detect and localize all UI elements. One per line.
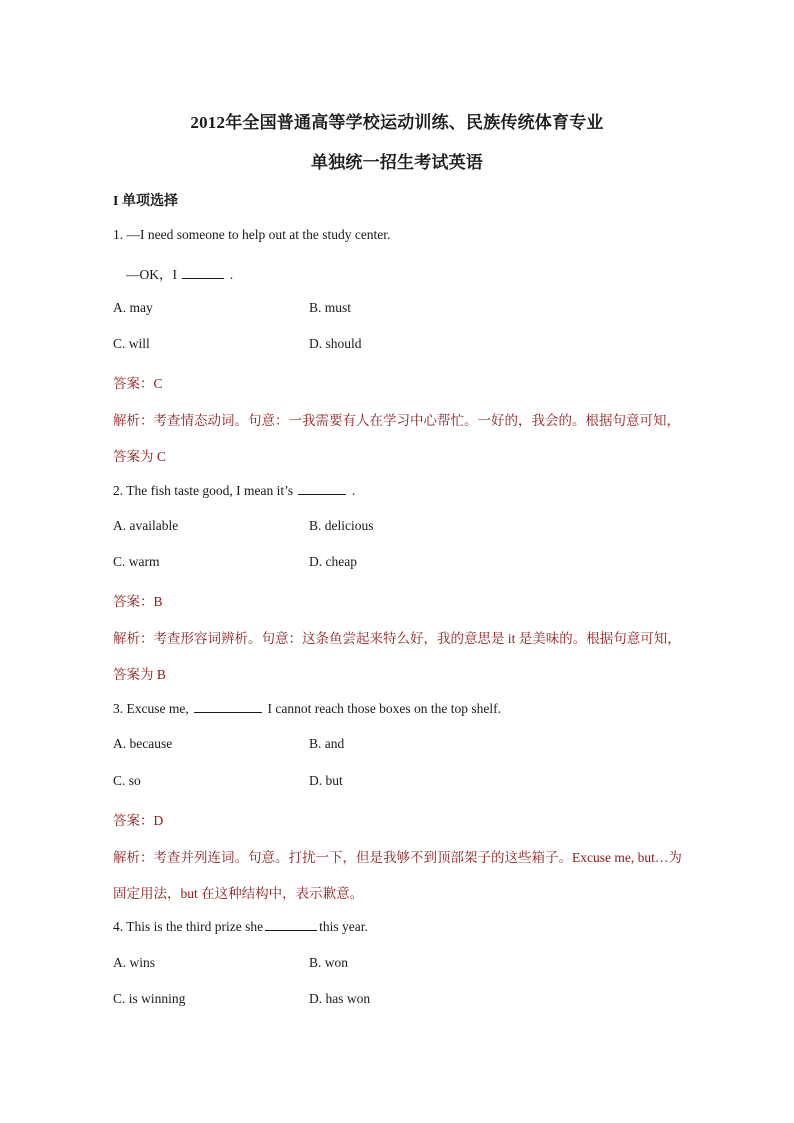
q4-blank xyxy=(265,918,317,931)
q3-analysis-line1: 解析：考查并列连词。句意。打扰一下，但是我够不到顶部架子的这些箱子。Excuse me, but…为 xyxy=(113,850,682,865)
q3-blank xyxy=(194,700,262,713)
q4-option-a: A. wins xyxy=(113,955,156,970)
q2-analysis-line2: 答案为 B xyxy=(113,667,166,682)
q3-stem xyxy=(113,700,501,717)
q2-option-b: B. delicious xyxy=(309,518,374,533)
q2-stem-prefix: 2. The fish taste good, I mean it’s xyxy=(113,483,294,498)
q1-analysis-line2: 答案为 C xyxy=(113,449,166,464)
q3-option-a: A. because xyxy=(113,736,173,751)
q1-option-b: B. must xyxy=(309,300,352,315)
q1-blank xyxy=(182,266,224,279)
q4-option-b: B. won xyxy=(309,955,349,970)
q1-stem-a: 1. —I need someone to help out at the study center. xyxy=(113,227,391,242)
q1-option-d: D. should xyxy=(309,336,362,351)
q3-answer: 答案：D xyxy=(113,813,164,828)
q3-option-b: B. and xyxy=(309,736,345,751)
q2-analysis-line1: 解析：考查形容词辨析。句意：这条鱼尝起来特么好，我的意思是 it 是美味的。根据句意可知， xyxy=(113,631,681,646)
q3-stem-suffix: I cannot reach those boxes on the top shelf. xyxy=(267,701,502,716)
q3-analysis-line2: 固定用法，but 在这种结构中，表示歉意。 xyxy=(113,886,364,901)
q1-stem-b-suffix: . xyxy=(229,267,234,282)
q2-blank xyxy=(298,482,346,495)
q3-option-d: D. but xyxy=(309,773,343,788)
q2-option-c: C. warm xyxy=(113,554,160,569)
q1-answer: 答案：C xyxy=(113,376,163,391)
q3-stem-prefix: 3. Excuse me, xyxy=(113,701,189,716)
q4-option-c: C. is winning xyxy=(113,991,186,1006)
q2-answer: 答案：B xyxy=(113,594,163,609)
q4-stem-suffix: this year. xyxy=(319,919,368,934)
q1-option-c: C. will xyxy=(113,336,150,351)
q2-stem xyxy=(113,482,355,499)
q2-option-a: A. available xyxy=(113,518,179,533)
q1-stem-b-prefix: —OK，I xyxy=(126,267,177,282)
section-title: I 单项选择 xyxy=(113,194,178,209)
q1-analysis-line1: 解析：考查情态动词。句意：一我需要有人在学习中心帮忙。一好的，我会的。根据句意可知， xyxy=(113,413,680,428)
q2-stem-suffix: . xyxy=(351,483,356,498)
q4-stem xyxy=(113,918,368,935)
q4-option-d: D. has won xyxy=(309,991,371,1006)
doc-title-line2: 单独统一招生考试英语 xyxy=(311,153,483,172)
q2-option-d: D. cheap xyxy=(309,554,357,569)
q1-option-a: A. may xyxy=(113,300,153,315)
q1-stem-b xyxy=(126,263,233,283)
q4-stem-prefix: 4. This is the third prize she xyxy=(113,919,264,934)
q3-option-c: C. so xyxy=(113,773,141,788)
doc-title-line1: 2012年全国普通高等学校运动训练、民族传统体育专业 xyxy=(190,113,604,132)
